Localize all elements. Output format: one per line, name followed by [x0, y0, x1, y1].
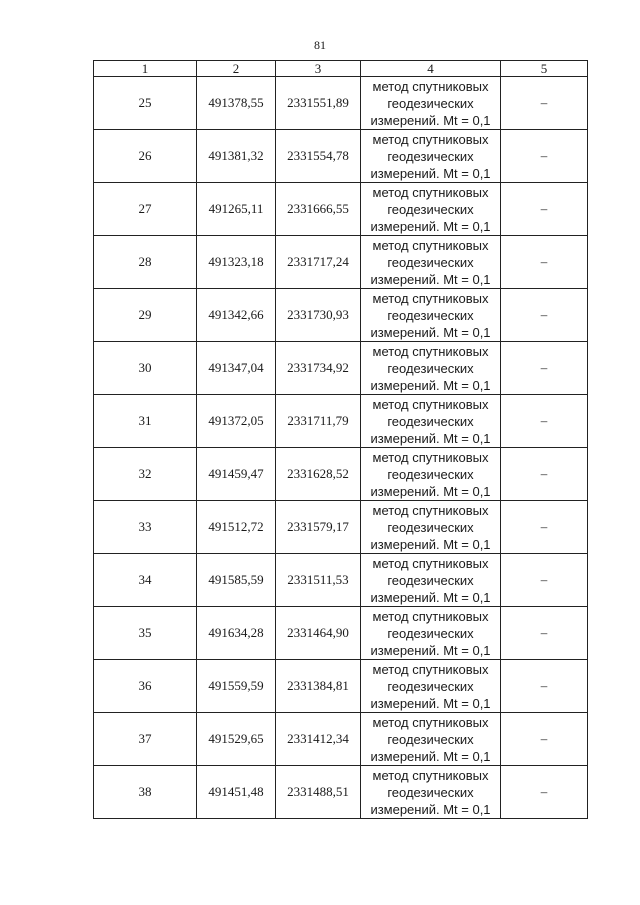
x-coordinate-cell: 491323,18 — [197, 236, 276, 289]
x-coordinate-cell: 491512,72 — [197, 501, 276, 554]
method-line: метод спутниковых — [372, 396, 489, 412]
point-number-cell: 29 — [94, 289, 197, 342]
method-line: измерений. Mt = 0,1 — [370, 642, 491, 658]
note-cell: – — [501, 554, 588, 607]
method-line: измерений. Mt = 0,1 — [370, 589, 491, 605]
table-row — [94, 607, 588, 660]
method-cell — [361, 395, 501, 448]
y-coordinate-cell: 2331628,52 — [276, 448, 361, 501]
x-coordinate-cell: 491559,59 — [197, 660, 276, 713]
table-row — [94, 554, 588, 607]
method-line: метод спутниковых — [372, 78, 489, 94]
y-coordinate-cell: 2331551,89 — [276, 77, 361, 130]
point-number-cell: 27 — [94, 183, 197, 236]
method-line: измерений. Mt = 0,1 — [370, 377, 491, 393]
point-number-cell: 26 — [94, 130, 197, 183]
table-row — [94, 236, 588, 289]
point-number-cell: 36 — [94, 660, 197, 713]
note-cell: – — [501, 77, 588, 130]
method-line: измерений. Mt = 0,1 — [370, 430, 491, 446]
column-header-1: 1 — [94, 61, 197, 77]
method-line: измерений. Mt = 0,1 — [370, 801, 491, 817]
table-row — [94, 713, 588, 766]
method-cell — [361, 713, 501, 766]
note-cell: – — [501, 395, 588, 448]
method-line: геодезических — [387, 466, 474, 482]
method-cell — [361, 342, 501, 395]
method-line: измерений. Mt = 0,1 — [370, 695, 491, 711]
method-line: измерений. Mt = 0,1 — [370, 324, 491, 340]
point-number-cell: 37 — [94, 713, 197, 766]
method-line: метод спутниковых — [372, 661, 489, 677]
table-row — [94, 766, 588, 819]
table-row — [94, 342, 588, 395]
method-line: метод спутниковых — [372, 290, 489, 306]
method-cell — [361, 607, 501, 660]
method-line: метод спутниковых — [372, 714, 489, 730]
method-cell — [361, 660, 501, 713]
method-line: метод спутниковых — [372, 502, 489, 518]
method-line: геодезических — [387, 731, 474, 747]
x-coordinate-cell: 491459,47 — [197, 448, 276, 501]
note-cell: – — [501, 766, 588, 819]
note-cell: – — [501, 130, 588, 183]
table-header — [94, 61, 588, 77]
note-cell: – — [501, 713, 588, 766]
method-line: метод спутниковых — [372, 767, 489, 783]
y-coordinate-cell: 2331717,24 — [276, 236, 361, 289]
method-line: геодезических — [387, 148, 474, 164]
method-line: геодезических — [387, 625, 474, 641]
table-row — [94, 183, 588, 236]
method-line: измерений. Mt = 0,1 — [370, 112, 491, 128]
x-coordinate-cell: 491265,11 — [197, 183, 276, 236]
x-coordinate-cell: 491585,59 — [197, 554, 276, 607]
method-line: геодезических — [387, 572, 474, 588]
y-coordinate-cell: 2331412,34 — [276, 713, 361, 766]
method-line: геодезических — [387, 307, 474, 323]
note-cell: – — [501, 607, 588, 660]
note-cell: – — [501, 660, 588, 713]
point-number-cell: 28 — [94, 236, 197, 289]
table-row — [94, 660, 588, 713]
column-header-5: 5 — [501, 61, 588, 77]
point-number-cell: 34 — [94, 554, 197, 607]
note-cell: – — [501, 183, 588, 236]
column-header-3: 3 — [276, 61, 361, 77]
y-coordinate-cell: 2331666,55 — [276, 183, 361, 236]
note-cell: – — [501, 501, 588, 554]
method-cell — [361, 183, 501, 236]
method-line: измерений. Mt = 0,1 — [370, 271, 491, 287]
method-line: геодезических — [387, 360, 474, 376]
method-cell — [361, 448, 501, 501]
method-line: метод спутниковых — [372, 555, 489, 571]
method-line: метод спутниковых — [372, 449, 489, 465]
x-coordinate-cell: 491634,28 — [197, 607, 276, 660]
note-cell: – — [501, 342, 588, 395]
method-line: измерений. Mt = 0,1 — [370, 218, 491, 234]
method-cell — [361, 77, 501, 130]
x-coordinate-cell: 491451,48 — [197, 766, 276, 819]
table-row — [94, 77, 588, 130]
x-coordinate-cell: 491378,55 — [197, 77, 276, 130]
x-coordinate-cell: 491342,66 — [197, 289, 276, 342]
method-line: геодезических — [387, 254, 474, 270]
coordinates-table — [93, 60, 588, 819]
page-number: 81 — [314, 38, 326, 52]
point-number-cell: 30 — [94, 342, 197, 395]
y-coordinate-cell: 2331511,53 — [276, 554, 361, 607]
method-line: геодезических — [387, 95, 474, 111]
point-number-cell: 35 — [94, 607, 197, 660]
header-row — [94, 61, 588, 77]
method-line: геодезических — [387, 413, 474, 429]
method-cell — [361, 289, 501, 342]
y-coordinate-cell: 2331488,51 — [276, 766, 361, 819]
method-line: измерений. Mt = 0,1 — [370, 536, 491, 552]
point-number-cell: 33 — [94, 501, 197, 554]
method-cell — [361, 766, 501, 819]
method-line: геодезических — [387, 519, 474, 535]
method-cell — [361, 554, 501, 607]
method-cell — [361, 501, 501, 554]
method-line: геодезических — [387, 201, 474, 217]
method-line: измерений. Mt = 0,1 — [370, 483, 491, 499]
y-coordinate-cell: 2331554,78 — [276, 130, 361, 183]
method-line: метод спутниковых — [372, 237, 489, 253]
y-coordinate-cell: 2331711,79 — [276, 395, 361, 448]
table-row — [94, 289, 588, 342]
method-cell — [361, 130, 501, 183]
y-coordinate-cell: 2331730,93 — [276, 289, 361, 342]
note-cell: – — [501, 289, 588, 342]
method-cell — [361, 236, 501, 289]
method-line: геодезических — [387, 678, 474, 694]
y-coordinate-cell: 2331464,90 — [276, 607, 361, 660]
column-header-2: 2 — [197, 61, 276, 77]
x-coordinate-cell: 491372,05 — [197, 395, 276, 448]
y-coordinate-cell: 2331579,17 — [276, 501, 361, 554]
x-coordinate-cell: 491529,65 — [197, 713, 276, 766]
table-row — [94, 448, 588, 501]
method-line: метод спутниковых — [372, 343, 489, 359]
table-row — [94, 130, 588, 183]
method-line: измерений. Mt = 0,1 — [370, 748, 491, 764]
note-cell: – — [501, 448, 588, 501]
table-row — [94, 395, 588, 448]
y-coordinate-cell: 2331384,81 — [276, 660, 361, 713]
method-line: метод спутниковых — [372, 608, 489, 624]
point-number-cell: 38 — [94, 766, 197, 819]
table-row — [94, 501, 588, 554]
note-cell: – — [501, 236, 588, 289]
point-number-cell: 32 — [94, 448, 197, 501]
method-line: измерений. Mt = 0,1 — [370, 165, 491, 181]
x-coordinate-cell: 491381,32 — [197, 130, 276, 183]
y-coordinate-cell: 2331734,92 — [276, 342, 361, 395]
method-line: метод спутниковых — [372, 131, 489, 147]
table-body — [94, 77, 588, 819]
method-line: геодезических — [387, 784, 474, 800]
point-number-cell: 31 — [94, 395, 197, 448]
method-line: метод спутниковых — [372, 184, 489, 200]
point-number-cell: 25 — [94, 77, 197, 130]
column-header-4: 4 — [361, 61, 501, 77]
x-coordinate-cell: 491347,04 — [197, 342, 276, 395]
